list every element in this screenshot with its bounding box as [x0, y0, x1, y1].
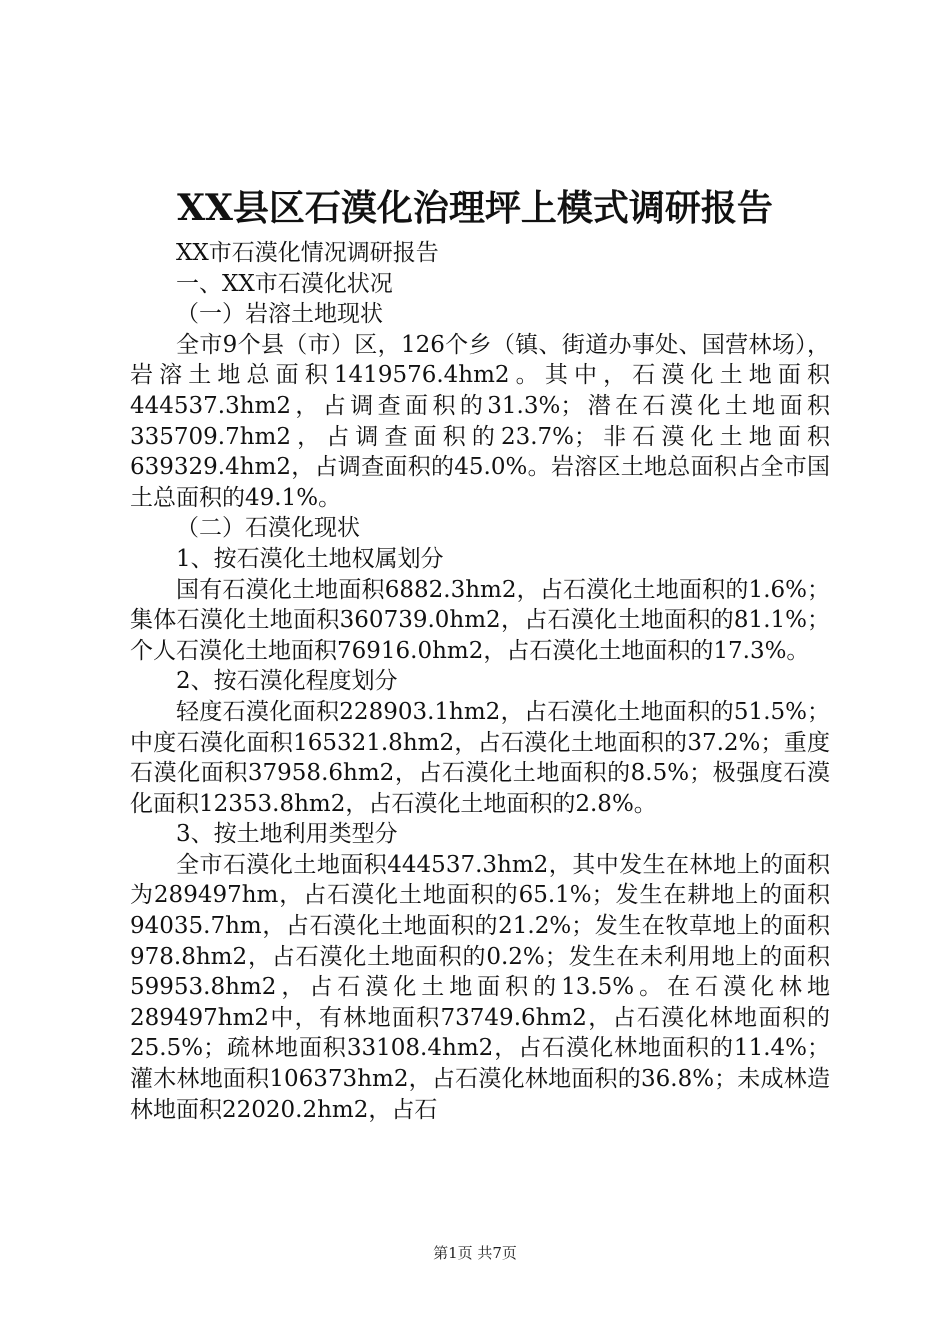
paragraph-degree: 轻度石漠化面积228903.1hm2，占石漠化土地面积的51.5%；中度石漠化面积165321.8hm2，占石漠化土地面积的37.2%；重度石漠化面积37958.6hm2，占石漠化土地面积的8.5%；极强度石漠化面积12353.8hm2，占石漠化土地面积的2.8%。	[130, 698, 830, 817]
subsection-heading-karst-land: （一）岩溶土地现状	[176, 301, 383, 328]
document-body	[130, 238, 830, 1125]
paragraph-karst-land: 全市9个县（市）区，126个乡（镇、街道办事处、国营林场），岩溶土地总面积1419576.4hm2。其中，石漠化土地面积444537.3hm2，占调查面积的31.3%；潜在石漠化土地面积335709.7hm2，占调查面积的23.7%；非石漠化土地面积639329.4hm2，占调查面积的45.0%。岩溶区土地总面积占全市国土总面积的49.1%。	[130, 331, 830, 511]
item-heading-ownership: 1、按石漠化土地权属划分	[176, 545, 444, 572]
section-heading-1: 一、XX市石漠化状况	[176, 270, 393, 297]
item-heading-land-use: 3、按土地利用类型分	[176, 821, 398, 848]
item-heading-degree: 2、按石漠化程度划分	[176, 668, 398, 695]
paragraph-land-use: 全市石漠化土地面积444537.3hm2，其中发生在林地上的面积为289497hm，占石漠化土地面积的65.1%；发生在耕地上的面积94035.7hm，占石漠化土地面积的21.2%；发生在牧草地上的面积978.8hm2，占石漠化土地面积的0.2%；发生在未利用地上的面积59953.8hm2，占石漠化土地面积的13.5%。在石漠化林地289497hm2中，有林地面积73749.6hm2，占石漠化林地面积的25.5%；疏林地面积33108.4hm2，占石漠化林地面积的11.4%；灌木林地面积106373hm2，占石漠化林地面积的36.8%；未成林造林地面积22020.2hm2，占石	[130, 851, 830, 1123]
paragraph-ownership: 国有石漠化土地面积6882.3hm2，占石漠化土地面积的1.6%；集体石漠化土地面积360739.0hm2，占石漠化土地面积的81.1%；个人石漠化土地面积76916.0hm2，占石漠化土地面积的17.3%。	[130, 576, 830, 664]
subsection-heading-rocky-desertification: （二）石漠化现状	[176, 515, 360, 542]
document-title: XX县区石漠化治理坪上模式调研报告	[177, 187, 773, 229]
report-subtitle: XX市石漠化情况调研报告	[176, 240, 439, 266]
page-number-footer: 第1页 共7页	[433, 1244, 517, 1262]
